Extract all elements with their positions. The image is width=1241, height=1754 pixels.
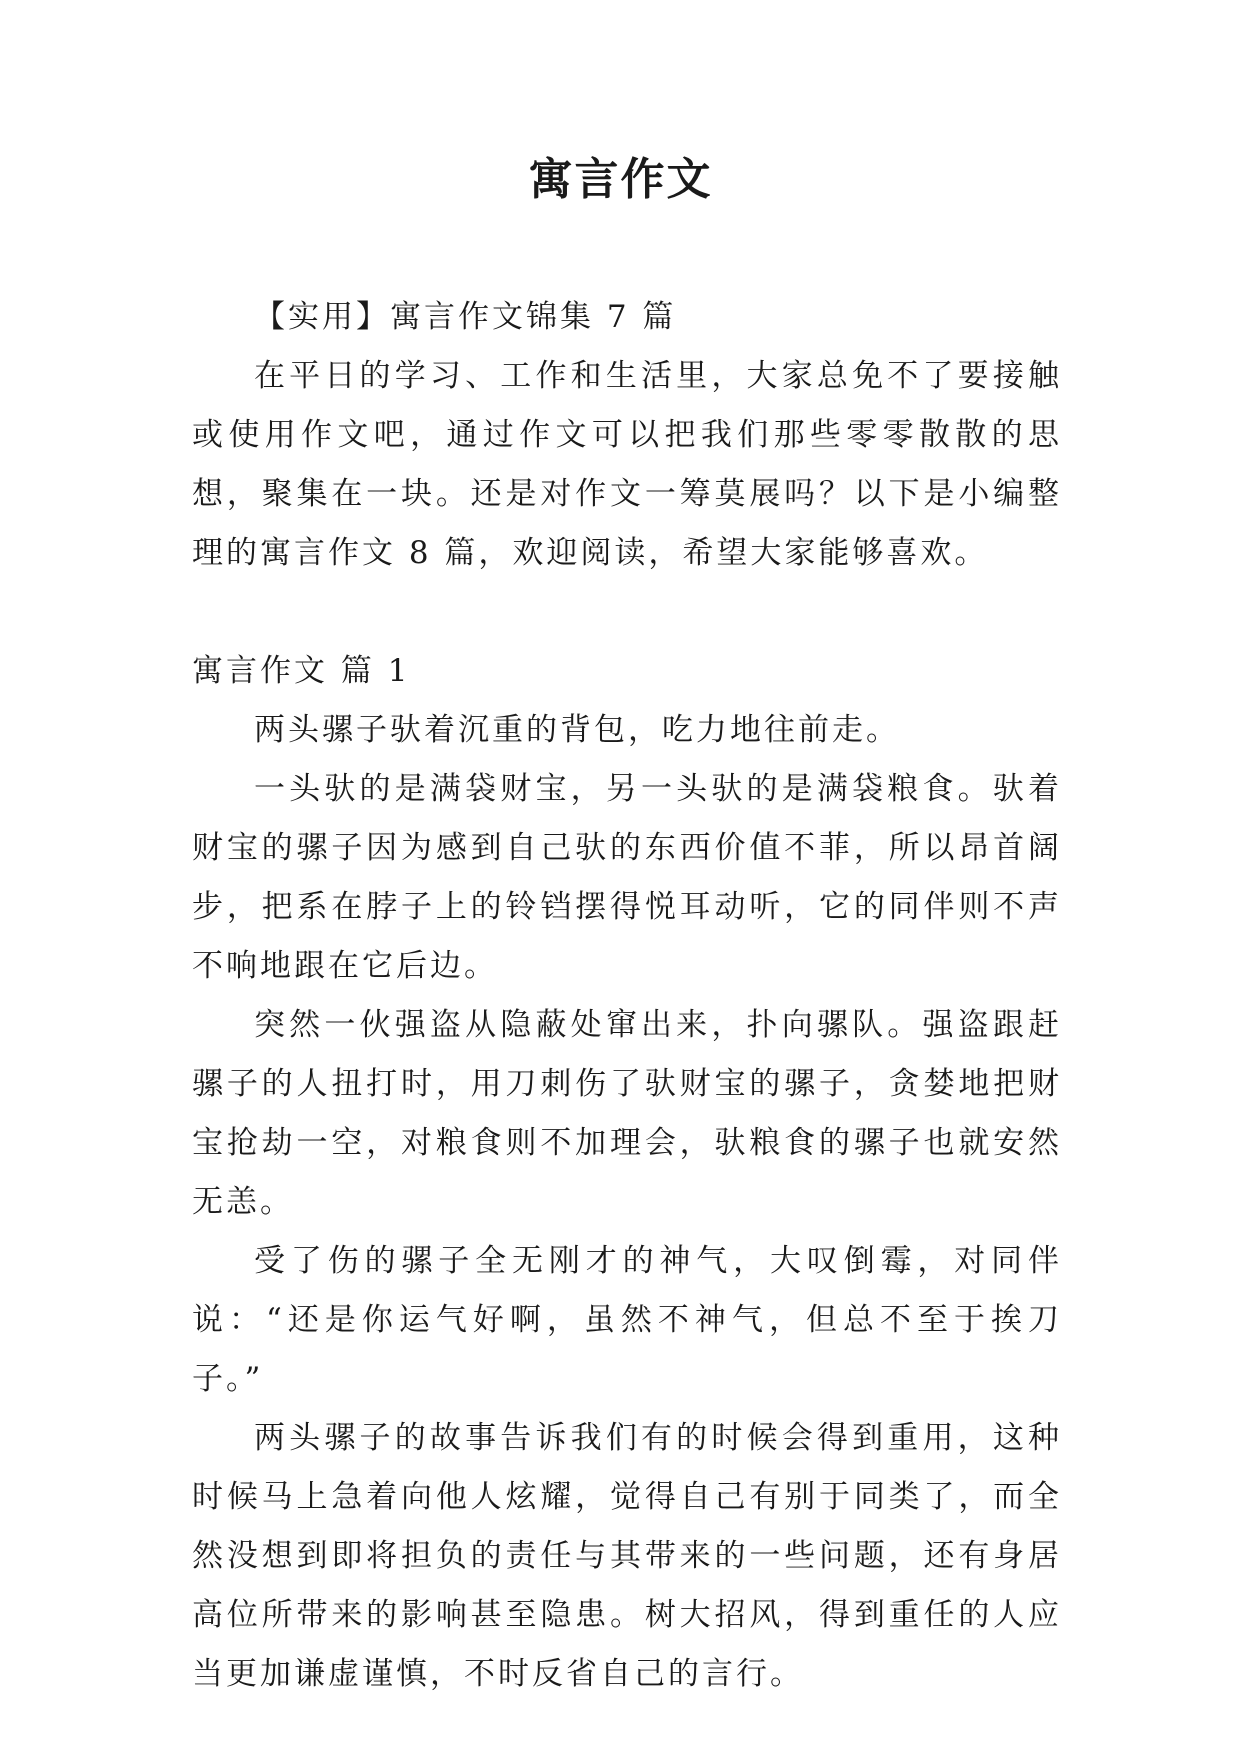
document-title: 寓言作文 [528, 154, 713, 205]
story-paragraph: 受了伤的骡子全无刚才的神气，大叹倒霉，对同伴说：“还是你运气好啊，虽然不神气，但总不至于挨刀子。” [192, 1243, 1062, 1397]
story-paragraph: 一头驮的是满袋财宝，另一头驮的是满袋粮食。驮着财宝的骡子因为感到自己驮的东西价值不菲，所以昂首阔步，把系在脖子上的铃铛摆得悦耳动听，它的同伴则不声不响地跟在它后边。 [192, 771, 1062, 984]
intro-paragraph: 在平日的学习、工作和生活里，大家总免不了要接触或使用作文吧，通过作文可以把我们那些零零散散的思想，聚集在一块。还是对作文一筹莫展吗？以下是小编整理的寓言作文 8 篇，欢迎阅读，希望大家能够喜欢。 [192, 358, 1062, 571]
document-body [192, 288, 1062, 1704]
story-paragraph: 两头骡子的故事告诉我们有的时候会得到重用，这种时候马上急着向他人炫耀，觉得自己有别于同类了，而全然没想到即将担负的责任与其带来的一些问题，还有身居高位所带来的影响甚至隐患。树大招风，得到重任的人应当更加谦虚谨慎，不时反省自己的言行。 [192, 1420, 1062, 1692]
section-heading: 寓言作文 篇 1 [192, 653, 411, 689]
story-paragraph: 两头骡子驮着沉重的背包，吃力地往前走。 [254, 712, 900, 748]
document-subtitle: 【实用】寓言作文锦集 7 篇 [254, 299, 677, 335]
story-paragraph: 突然一伙强盗从隐蔽处窜出来，扑向骡队。强盗跟赶骡子的人扭打时，用刀刺伤了驮财宝的骡子，贪婪地把财宝抢劫一空，对粮食则不加理会，驮粮食的骡子也就安然无恙。 [192, 1007, 1062, 1220]
